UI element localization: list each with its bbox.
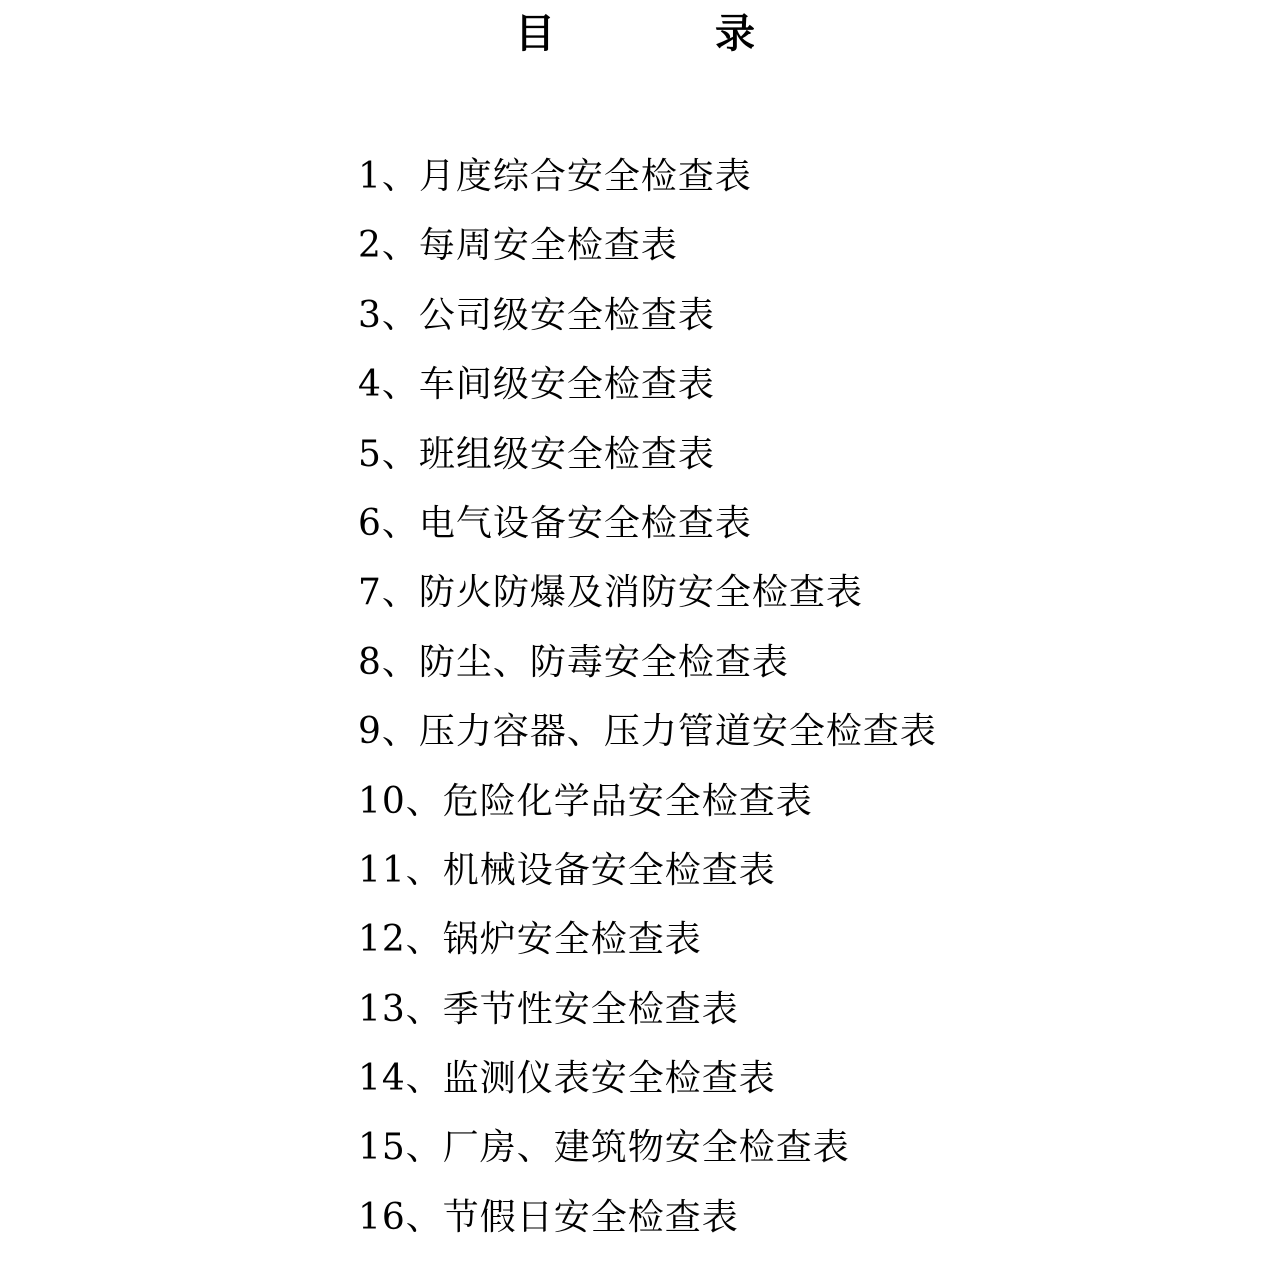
toc-item: 12、锅炉安全检查表 [358, 919, 702, 961]
toc-item: 14、监测仪表安全检查表 [358, 1058, 776, 1100]
toc-item: 4、车间级安全检查表 [358, 364, 715, 406]
page-title: 目 录 [515, 10, 815, 57]
toc-item: 16、节假日安全检查表 [358, 1196, 739, 1238]
toc-item: 11、机械设备安全检查表 [358, 849, 776, 891]
toc-item: 9、压力容器、压力管道安全检查表 [358, 711, 937, 753]
toc-item: 6、电气设备安全检查表 [358, 502, 752, 544]
toc-item: 15、厂房、建筑物安全检查表 [358, 1127, 850, 1169]
toc-item: 3、公司级安全检查表 [358, 294, 715, 336]
toc-item: 13、季节性安全检查表 [358, 988, 739, 1030]
toc-item: 8、防尘、防毒安全检查表 [358, 641, 789, 683]
toc-item: 10、危险化学品安全检查表 [358, 780, 813, 822]
table-of-contents [358, 142, 937, 1252]
toc-item: 7、防火防爆及消防安全检查表 [358, 572, 863, 614]
toc-item: 5、班组级安全检查表 [358, 433, 715, 475]
toc-item: 2、每周安全检查表 [358, 225, 678, 267]
toc-item: 1、月度综合安全检查表 [358, 156, 752, 197]
